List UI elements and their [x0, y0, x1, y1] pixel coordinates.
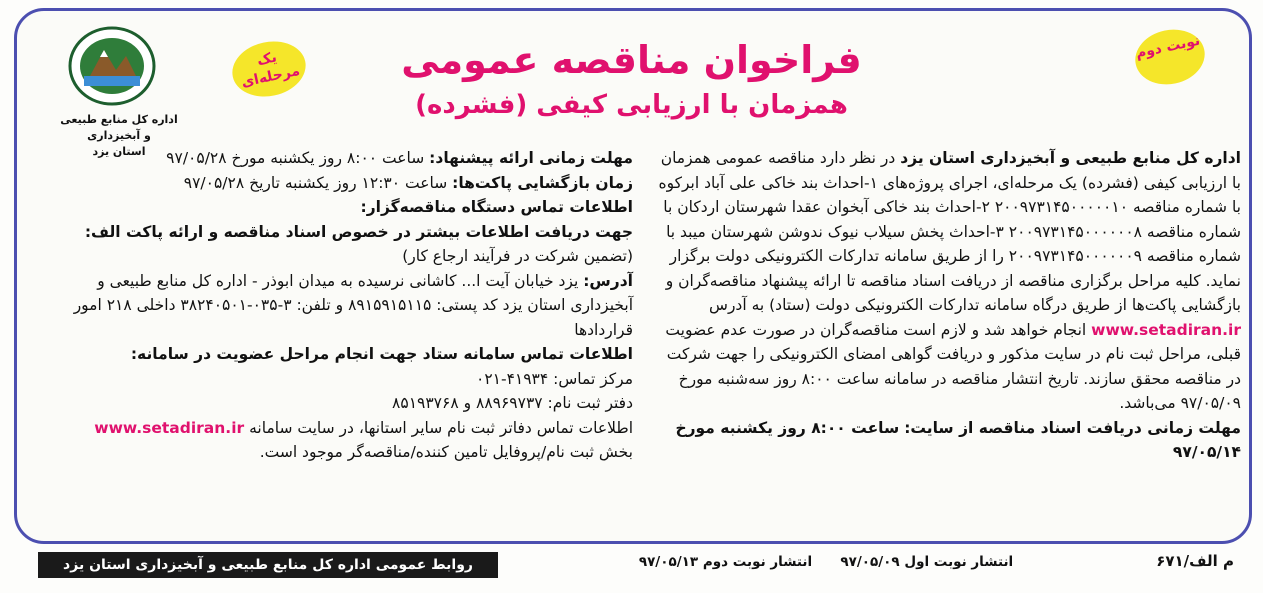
- left-column: [33, 146, 633, 465]
- tender-description: در نظر دارد مناقصه عمومی همزمان با ارزیابی کیفی (فشرده) یک مرحله‌ای، اجرای پروژه‌های ۱-احداث بند خاکی علی آباد ابرکوه با شماره مناقصه ۲۰۰۹۷۳۱۴۵۰۰۰۰۰۱۰ ۲-احداث بند خاکی آبخوان عقدا شهرستان اردکان با شماره مناقصه ۲۰۰۹۷۳۱۴۵۰۰۰۰۰۰۸ ۳-احداث پخش سیلاب نیوک ندوشن شهرستان میبد با شماره مناقصه ۲۰۰۹۷۳۱۴۵۰۰۰۰۰۰۹ را از طریق سامانه تدارکات الکترونیکی دولت برگزار نماید. کلیه مراحل برگزاری مناقصه از دریافت اسناد مناقصه تا ارائه پیشنهاد مناقصه‌گران و بازگشایی پاکت‌ها از طریق درگاه سامانه تدارکات الکترونیکی دولت (ستاد) به آدرس: [658, 149, 1241, 314]
- bid-deadline-label: مهلت زمانی ارائه پیشنهاد:: [429, 149, 633, 167]
- tender-instructions: انجام خواهد شد و لازم است مناقصه‌گران در صورت عدم عضویت قبلی، مراحل ثبت نام در سایت مذکور و دریافت گواهی امضای الکترونیکی را جهت شرکت در مناقصه محقق سازند. تاریخ انتشار مناقصه در سامانه ساعت ۸:۰۰ روز سه‌شنبه مورخ ۹۷/۰۵/۰۹ می‌باشد.: [665, 320, 1241, 412]
- profile-section-note: بخش ثبت نام/پروفایل تامین کننده/مناقصه‌گر موجود است.: [259, 443, 633, 461]
- notice-footer: [16, 548, 1244, 580]
- public-relations-banner: روابط عمومی اداره کل منابع طبیعی و آبخیزداری استان یزد: [38, 552, 498, 578]
- setad-link[interactable]: www.setadiran.ir: [1091, 320, 1241, 339]
- setad-link-2[interactable]: www.setadiran.ir: [94, 418, 245, 437]
- address-label: آدرس:: [583, 271, 633, 290]
- second-publication: انتشار نوبت دوم ۹۷/۰۵/۱۳: [638, 554, 813, 570]
- side-strip: [1239, 250, 1261, 570]
- opening-time-value: ساعت ۱۲:۳۰ روز یکشنبه تاریخ ۹۷/۰۵/۲۸: [183, 173, 448, 192]
- org-caption-line2: استان یزد: [92, 145, 146, 158]
- bid-deadline-value: ساعت ۸:۰۰ روز یکشنبه مورخ ۹۷/۰۵/۲۸: [166, 149, 425, 167]
- guarantee-note: (تضمین شرکت در فرآیند ارجاع کار): [402, 247, 633, 265]
- stage-badge: یک مرحله‌ای: [227, 35, 311, 103]
- notice-subtitle: همزمان با ارزیابی کیفی (فشرده): [415, 90, 848, 120]
- info-heading: جهت دریافت اطلاعات بیشتر در خصوص اسناد مناقصه و ارائه پاکت الف:: [84, 222, 633, 241]
- address-text: یزد خیابان آیت ا... کاشانی نرسیده به میدان ابوذر - اداره کل منابع طبیعی و آبخیزداری استان یزد کد پستی: ۸۹۱۵۹۱۵۱۱۵ و تلفن: ۳-۰۳۵-۳۸۲۴۰۵۰۱ داخلی ۲۱۸ امور قراردادها: [73, 271, 633, 339]
- provinces-info: اطلاعات تماس دفاتر ثبت نام سایر استانها، در سایت سامانه: [249, 418, 633, 437]
- notice-code: م الف/۶۷۱: [1156, 552, 1234, 570]
- org-caption-line1: اداره کل منابع طبیعی و آبخیزداری: [60, 113, 178, 142]
- registration-office: دفتر ثبت نام: ۸۸۹۶۹۷۳۷ و ۸۵۱۹۳۷۶۸: [392, 394, 633, 412]
- doc-deadline-label: مهلت زمانی دریافت اسناد مناقصه از سایت:: [904, 418, 1241, 437]
- contact-heading: اطلاعات تماس دستگاه مناقصه‌گزار:: [360, 198, 633, 216]
- org-name: اداره کل منابع طبیعی و آبخیزداری استان یزد: [900, 149, 1241, 167]
- opening-time-label: زمان بازگشایی پاکت‌ها:: [452, 173, 633, 192]
- publication-dates: [616, 554, 1036, 570]
- round-badge: نوبت دوم: [1130, 23, 1210, 90]
- doc-deadline-value: ساعت ۸:۰۰ روز یکشنبه مورخ ۹۷/۰۵/۱۴: [675, 418, 1241, 461]
- first-publication: انتشار نوبت اول ۹۷/۰۵/۰۹: [840, 554, 1014, 570]
- right-column: [653, 146, 1241, 465]
- notice-title: فراخوان مناقصه عمومی: [401, 38, 862, 82]
- setad-contact-heading: اطلاعات تماس سامانه ستاد جهت انجام مراحل عضویت در سامانه:: [130, 345, 633, 363]
- call-center: مرکز تماس: ۴۱۹۳۴-۰۲۱: [476, 369, 633, 388]
